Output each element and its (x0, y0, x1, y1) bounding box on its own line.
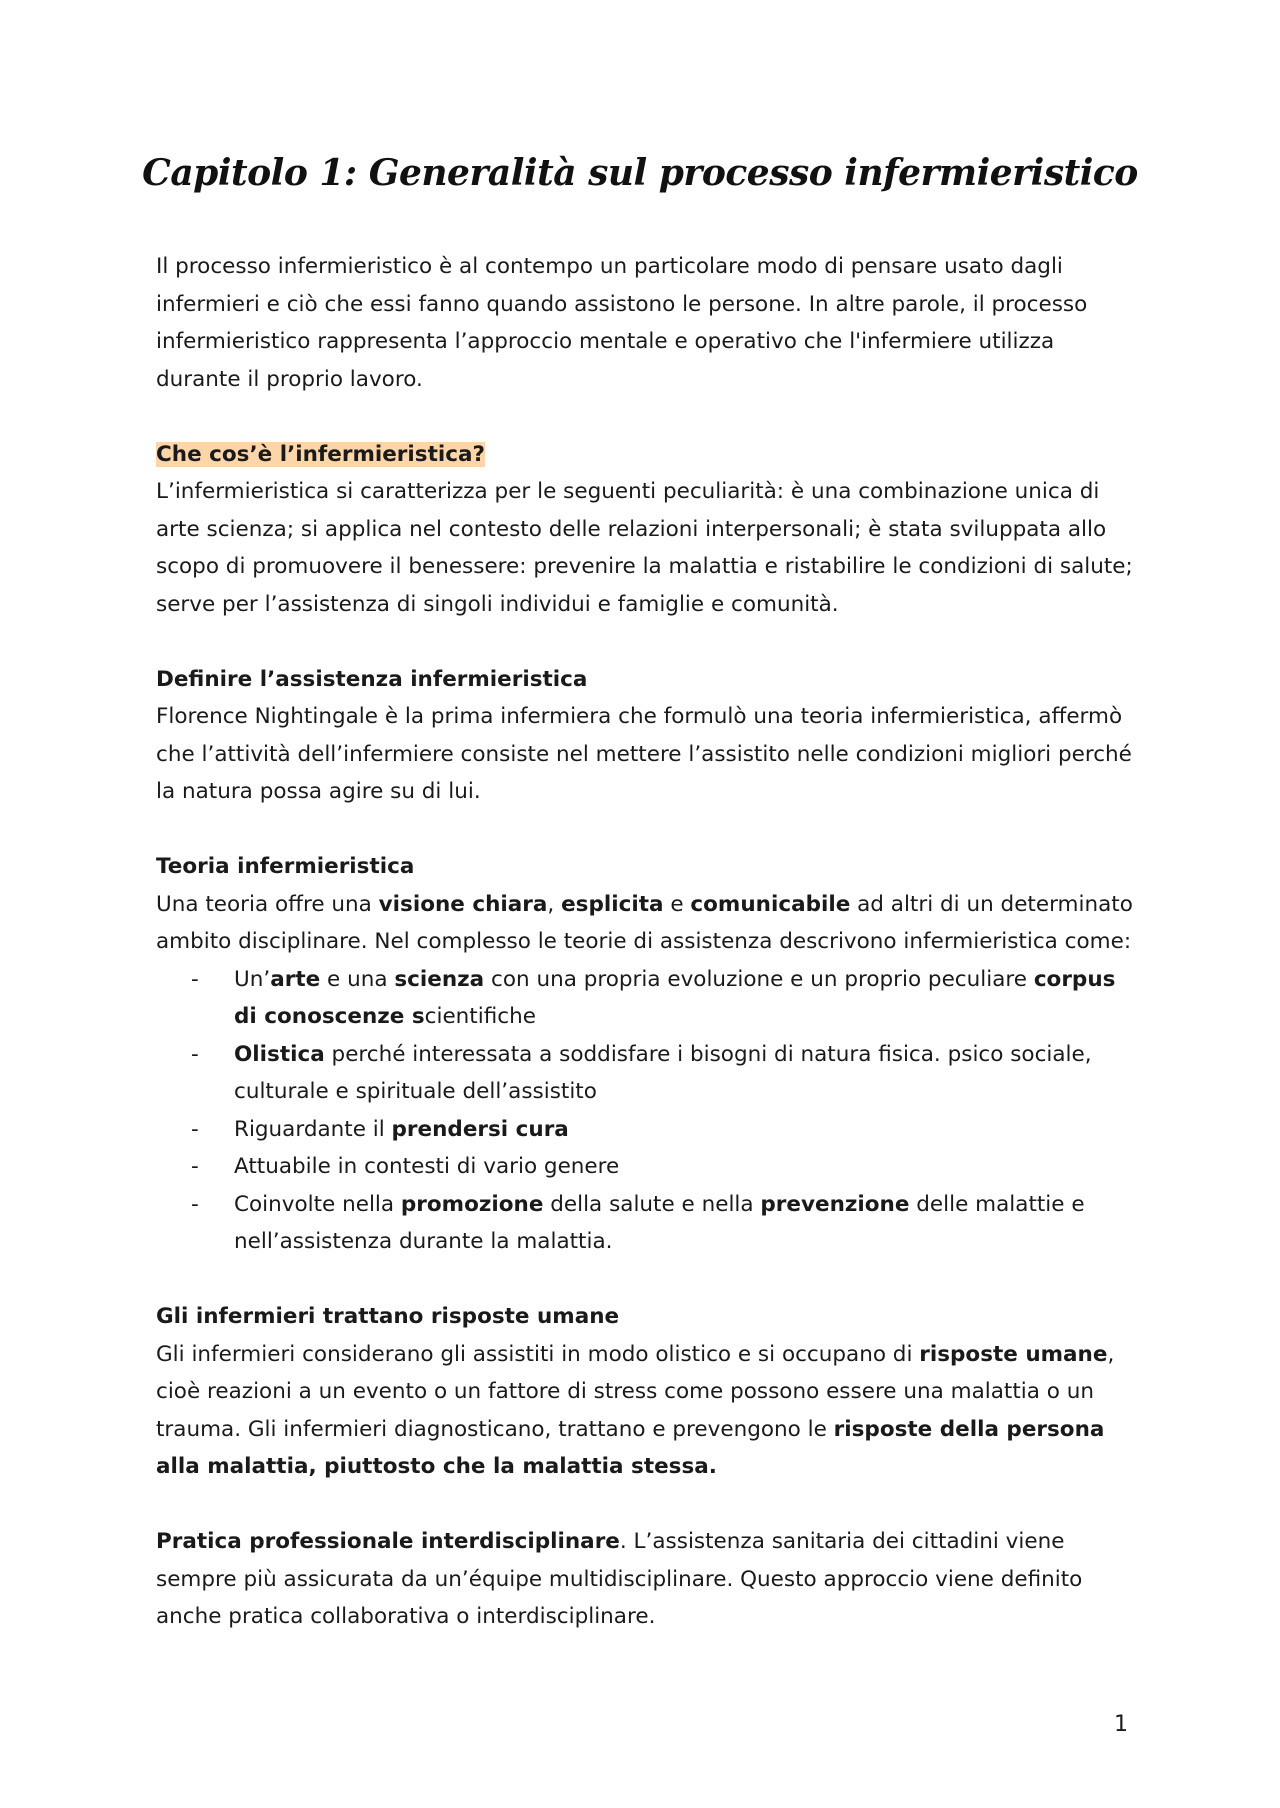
section-paragraph: Gli infermieri considerano gli assistiti in modo olistico e si occupano di risposte umane, cioè reazioni a un evento o un fattore di stress come possono essere una malattia o un trauma. Gli infermieri diagnosticano, trattano e prevengono le risposte della persona alla malattia, piuttosto che la malattia stessa. (156, 1341, 1115, 1479)
list-item: - Olistica perché interessata a soddisfare i bisogni di natura fisica. psico sociale, culturale e spirituale dell’assistito (234, 1036, 1136, 1111)
list-item: - Coinvolte nella promozione della salute e nella prevenzione delle malattie e nell’assistenza durante la malattia. (234, 1186, 1136, 1261)
page-number: 1 (1114, 1712, 1128, 1737)
inline-heading: Pratica professionale interdisciplinare (156, 1529, 620, 1554)
section-heading (156, 436, 1136, 474)
section-heading: Teoria infermieristica (156, 854, 415, 879)
section-paragraph: Florence Nightingale è la prima infermiera che formulò una teoria infermieristica, affermò che l’attività dell’infermiere consiste nel mettere l’assistito nelle condizioni migliori perché la natura possa agire su di lui. (156, 704, 1132, 804)
list-item: - Un’arte e una scienza con una propria evoluzione e un proprio peculiare corpus di conoscenze scientifiche (234, 961, 1136, 1036)
section-heading: Definire l’assistenza infermieristica (156, 666, 588, 692)
list-item: - Riguardante il prendersi cura (234, 1111, 1136, 1149)
section-heading: Gli infermieri trattano risposte umane (156, 1304, 620, 1329)
section-paragraph: Una teoria offre una visione chiara, esplicita e comunicabile ad altri di un determinato ambito disciplinare. Nel complesso le teorie di assistenza descrivono infermieristica come: (156, 891, 1133, 954)
intro-paragraph: Il processo infermieristico è al contempo un particolare modo di pensare usato dagli infermieri e ciò che essi fanno quando assistono le persone. In altre parole, il processo infermieristico rappresenta l’approccio mentale e operativo che l'infermiere utilizza durante il proprio lavoro. (156, 254, 1088, 392)
list-item: - Attuabile in contesti di vario genere (234, 1148, 1136, 1186)
section-paragraph: Pratica professionale interdisciplinare. L’assistenza sanitaria dei cittadini viene sempre più assicurata da un’équipe multidisciplinare. Questo approccio viene definito anche pratica collaborativa o interdisciplinare. (156, 1529, 1083, 1629)
dash-list (156, 961, 1136, 1261)
page-title: Capitolo 1: Generalità sul processo infermieristico (142, 152, 1138, 194)
highlighted-heading: Che cos’è l’infermieristica? (156, 441, 485, 467)
section-paragraph: L’infermieristica si caratterizza per le seguenti peculiarità: è una combinazione unica di arte scienza; si applica nel contesto delle relazioni interpersonali; è stata sviluppata allo scopo di promuovere il benessere: prevenire la malattia e ristabilire le condizioni di salute; serve per l’assistenza di singoli individui e famiglie e comunità. (156, 479, 1133, 617)
document-body (156, 248, 1136, 1636)
